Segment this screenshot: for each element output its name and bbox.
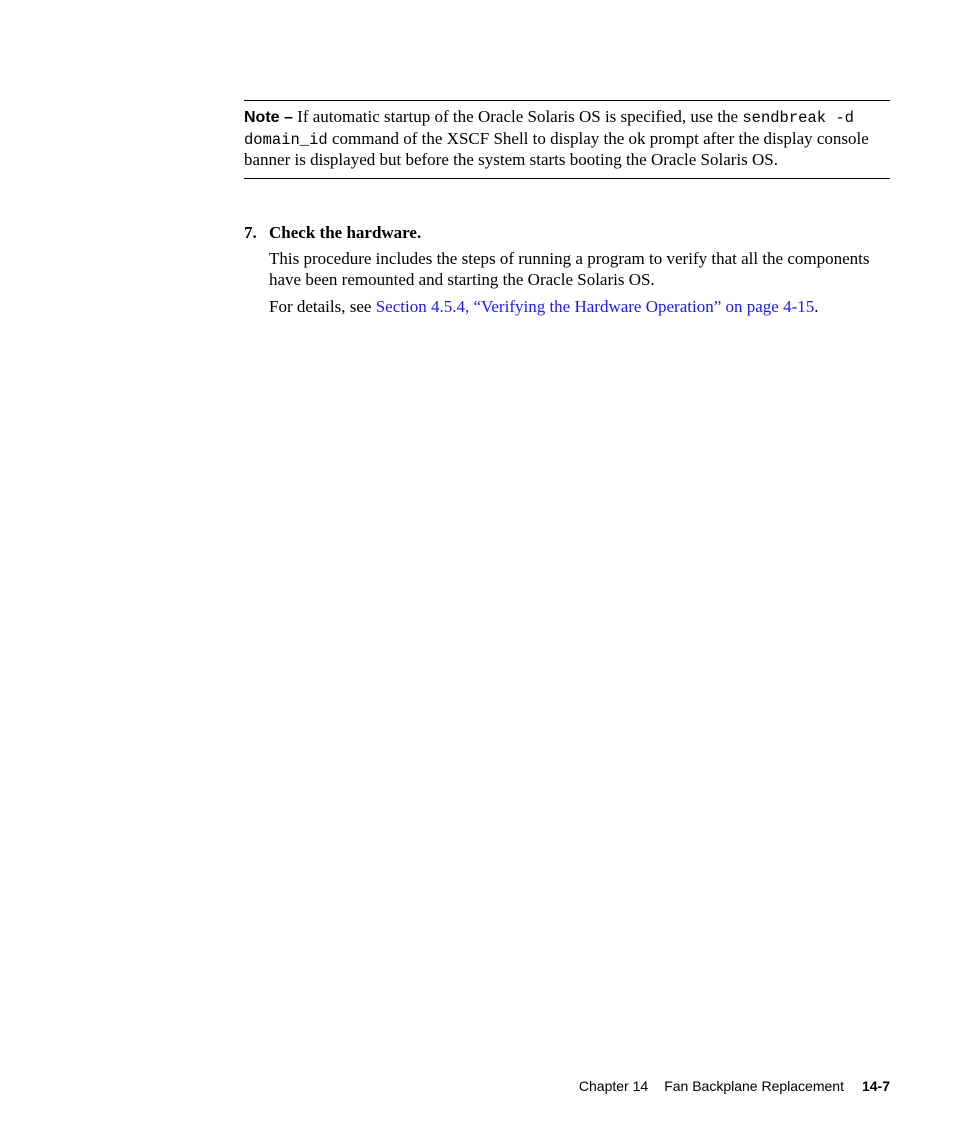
step-body <box>269 248 890 317</box>
step-details <box>269 296 890 317</box>
details-suffix: . <box>814 297 819 316</box>
note-label: Note – <box>244 109 293 126</box>
note-text-2: command of the XSCF Shell to display the ok prompt after the display console banner is displayed but before the system starts booting the Oracle Solaris OS. <box>244 128 869 169</box>
step-number: 7. <box>244 223 257 242</box>
step-heading <box>244 222 890 243</box>
step-title: Check the hardware. <box>269 223 422 242</box>
procedure-step <box>244 222 890 323</box>
details-prefix: For details, see <box>269 297 376 316</box>
footer-chapter: Chapter 14 <box>578 1078 649 1094</box>
footer-chapter-title: Fan Backplane Replacement <box>664 1078 844 1094</box>
note-text-1: If automatic startup of the Oracle Solaris OS is specified, use the <box>292 107 743 126</box>
cross-reference-link[interactable]: Section 4.5.4, “Verifying the Hardware Operation” on page 4-15 <box>375 297 815 316</box>
footer-page-number: 14-7 <box>861 1078 890 1094</box>
note-box <box>244 100 890 179</box>
step-paragraph: This procedure includes the steps of running a program to verify that all the components have been remounted and starting the Oracle Solaris OS. <box>269 249 870 289</box>
page-footer <box>579 1078 890 1094</box>
note-command-code: sendbreak -d domain_id <box>244 109 854 149</box>
